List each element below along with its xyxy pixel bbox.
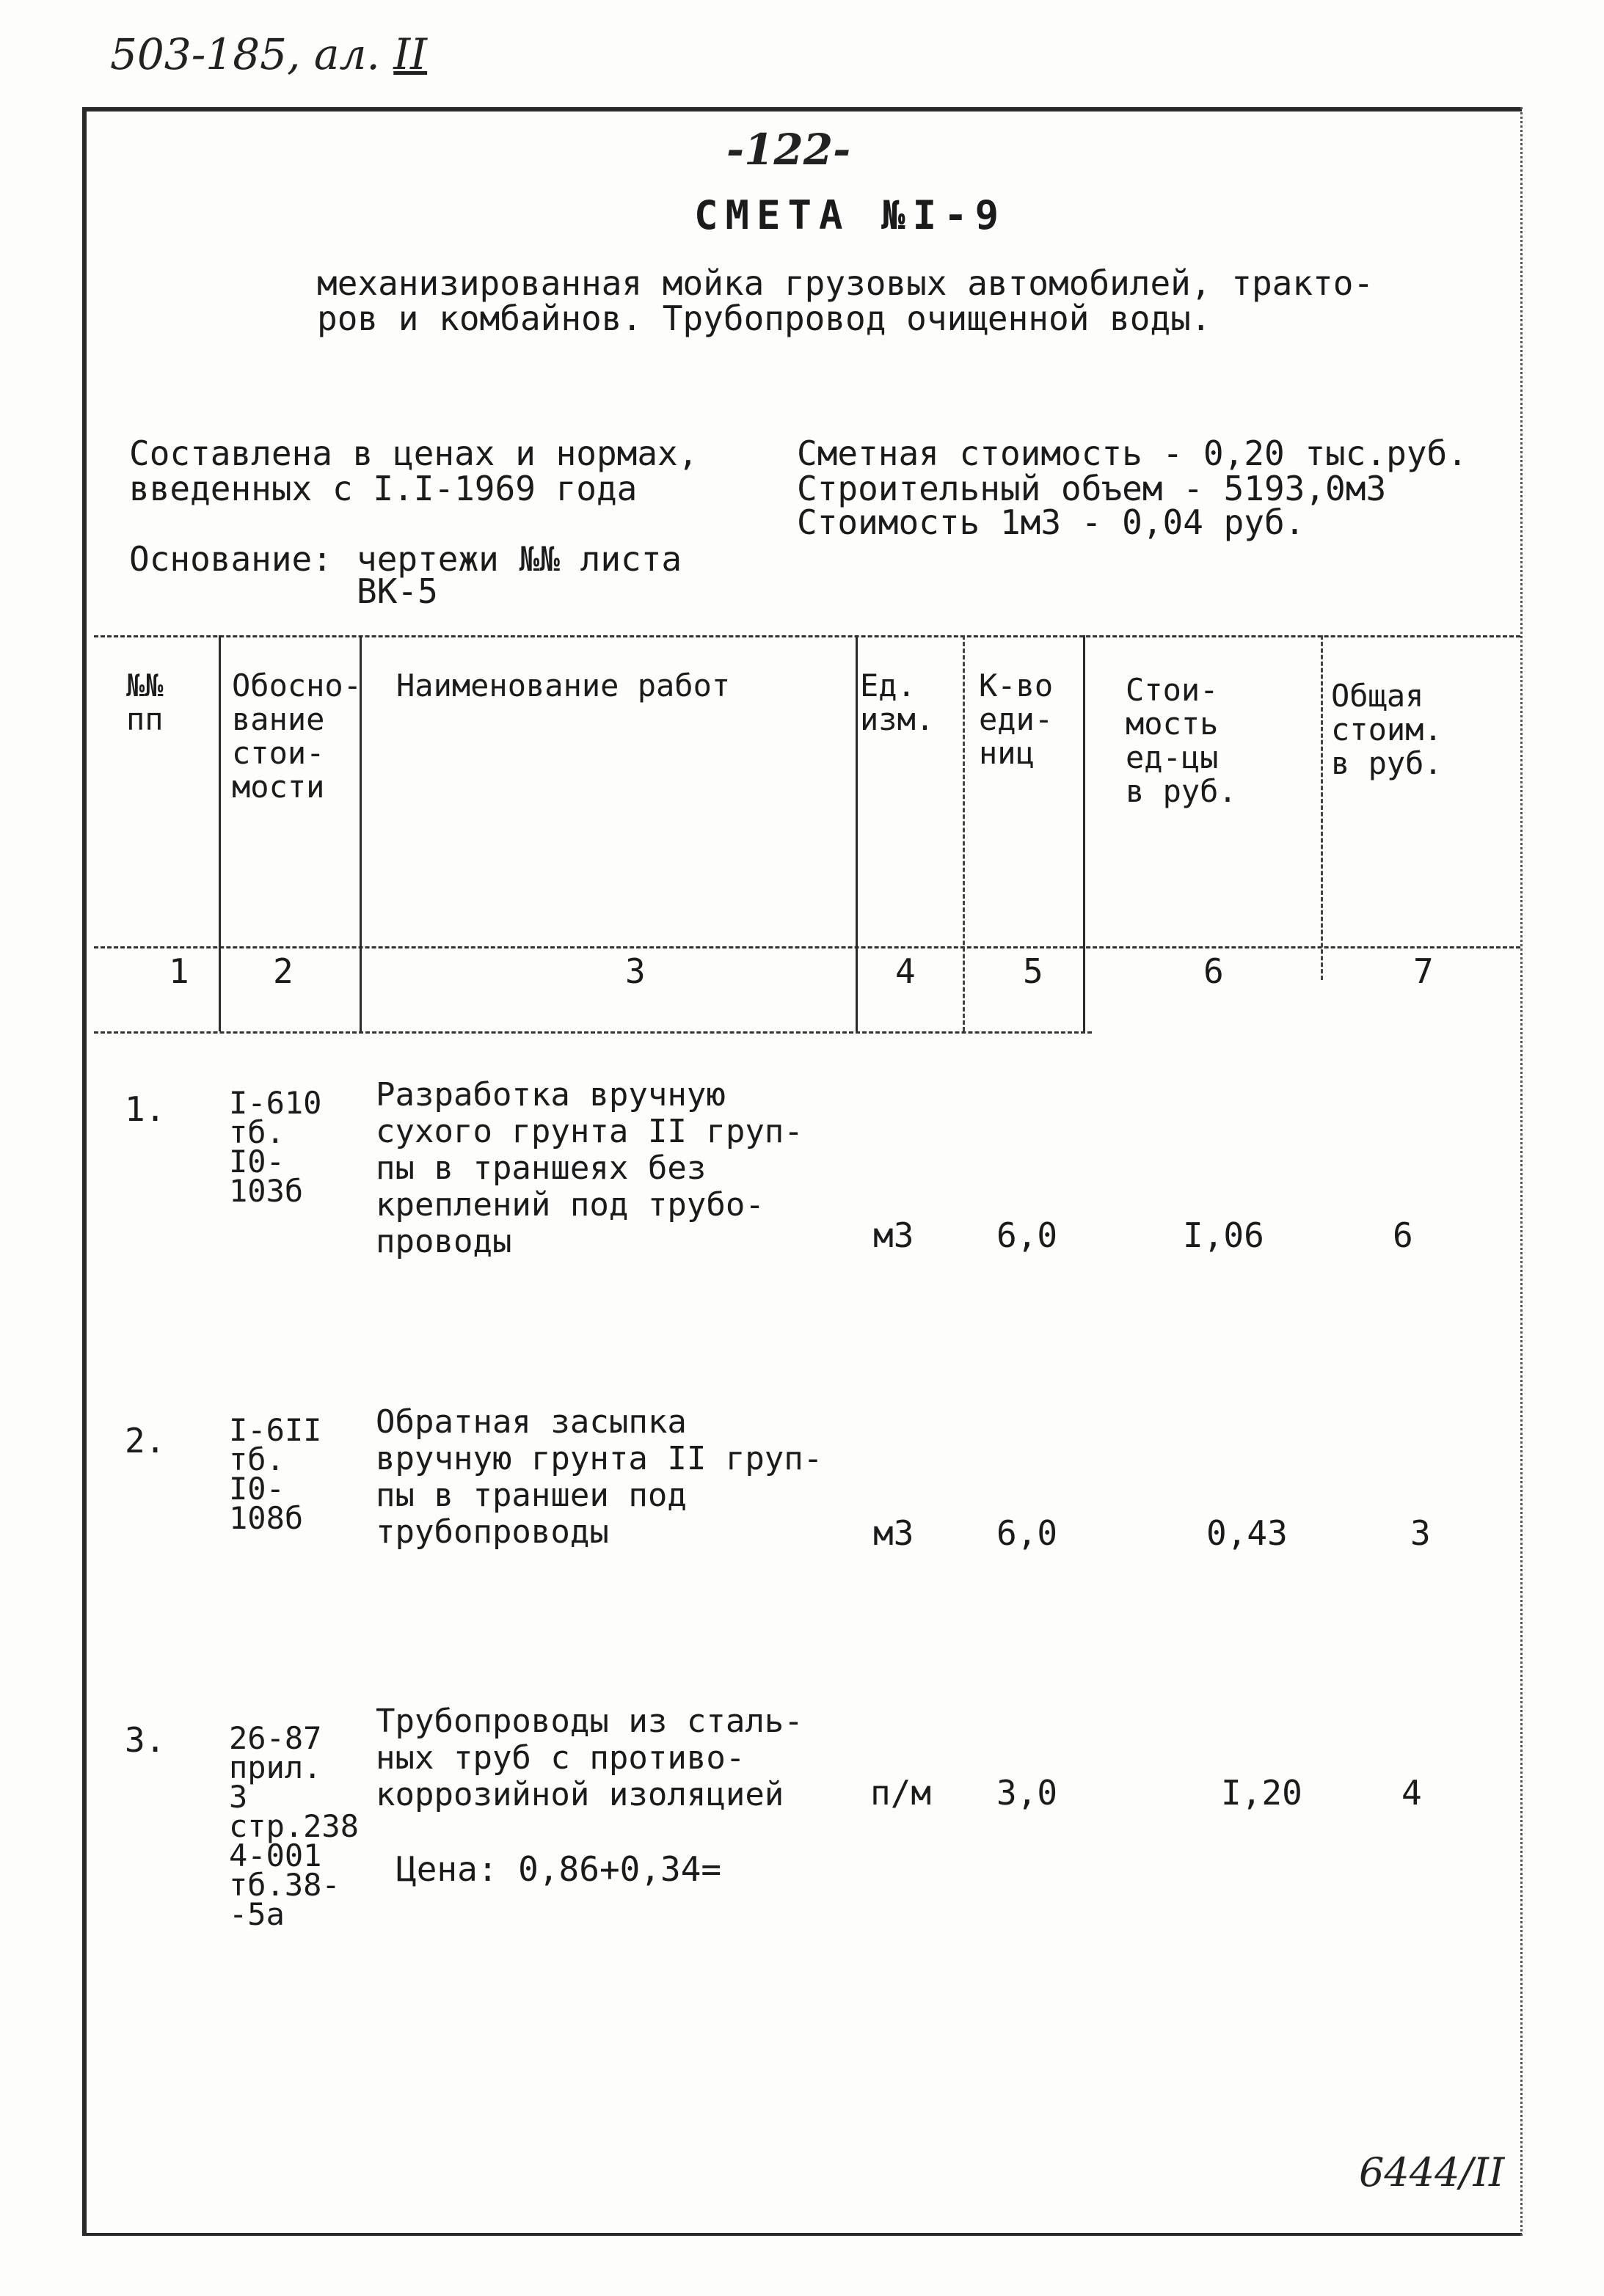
table-colnum-bottom-rule: [94, 1031, 1092, 1034]
table-row-total: 6: [1393, 1215, 1413, 1255]
estimate-subtitle-line2: ров и комбайнов. Трубопровод очищенной воды.: [317, 299, 1211, 338]
series-note: [110, 29, 427, 79]
table-row-number: 2.: [125, 1421, 166, 1460]
cost-per-m3-line: Стоимость 1м3 - 0,04 руб.: [797, 502, 1305, 542]
basis-value-line2: ВК-5: [357, 571, 438, 611]
table-row-basis: 26-87 прил. 3 стр.238 4-001 тб.38- -5а: [229, 1720, 360, 1932]
archive-stamp: [1359, 2149, 1504, 2196]
basis-label: Основание:: [129, 539, 332, 579]
header-unit: Ед. изм.: [860, 668, 935, 737]
estimate-subtitle-line1: механизированная мойка грузовых автомобилей, тракто-: [317, 263, 1374, 303]
table-row-number: 3.: [125, 1720, 166, 1760]
series-note-roman: II: [393, 29, 428, 79]
table-row-unit: м3: [873, 1513, 914, 1553]
table-col-divider: [1321, 635, 1323, 980]
header-total-cost: Общая стоим. в руб.: [1331, 678, 1443, 781]
table-row-total: 4: [1401, 1773, 1422, 1813]
basis-value-line1: чертежи №№ листа: [357, 539, 682, 579]
table-row-work-name: Трубопроводы из сталь- ных труб с противо- коррозийной изоляцией: [376, 1703, 803, 1813]
table-col-divider: [856, 635, 858, 1031]
header-quantity: К-во еди- ниц: [979, 668, 1054, 771]
table-col-divider: [963, 635, 965, 1031]
table-row-unit-cost: 0,43: [1206, 1513, 1288, 1553]
col-number-6: 6: [1203, 951, 1224, 991]
header-basis: Обосно- вание стои- мости: [232, 668, 362, 805]
col-number-3: 3: [625, 951, 646, 991]
col-number-4: 4: [895, 951, 916, 991]
page-number: -122-: [726, 125, 851, 175]
table-row-quantity: 3,0: [996, 1773, 1058, 1813]
col-number-5: 5: [1023, 951, 1043, 991]
frame-left-border: [82, 107, 87, 2236]
building-volume-line: Строительный объем - 5193,0м3: [797, 469, 1387, 508]
header-work-name: Наименование работ: [396, 668, 731, 703]
table-row-work-name: Разработка вручную сухого грунта II груп- пы в траншеях без креплений под трубо- проводы: [376, 1076, 803, 1260]
estimate-title: СМЕТА №I-9: [694, 192, 1007, 238]
table-row-number: 1.: [125, 1089, 166, 1129]
table-row-unit: п/м: [870, 1773, 932, 1813]
archive-stamp-number: 6444/: [1359, 2149, 1473, 2196]
table-row-quantity: 6,0: [996, 1513, 1058, 1553]
table-row-basis: I-610 тб. I0- 103б: [229, 1085, 322, 1209]
archive-stamp-roman: II: [1473, 2149, 1505, 2196]
header-row-number: №№ пп: [126, 668, 164, 737]
col-number-7: 7: [1413, 951, 1434, 991]
table-top-rule: [94, 635, 1520, 637]
frame-bottom-border: [82, 2233, 1522, 2236]
frame-right-border: [1520, 107, 1523, 2236]
table-row-work-name: Обратная засыпка вручную грунта II груп- пы в траншеи под трубопроводы: [376, 1403, 823, 1551]
price-note: Цена: 0,86+0,34=: [396, 1849, 722, 1889]
estimated-cost-line: Сметная стоимость - 0,20 тыс.руб.: [797, 434, 1468, 473]
compiled-line2: введенных с I.I-1969 года: [129, 469, 638, 508]
table-row-unit: м3: [873, 1215, 914, 1255]
header-unit-cost: Стои- мость ед-цы в руб.: [1126, 672, 1237, 809]
table-row-total: 3: [1410, 1513, 1431, 1553]
table-row-unit-cost: I,06: [1183, 1215, 1264, 1255]
frame-top-border: [82, 107, 1522, 111]
table-row-quantity: 6,0: [996, 1215, 1058, 1255]
table-colnum-top-rule: [94, 946, 1520, 948]
table-row-unit-cost: I,20: [1221, 1773, 1302, 1813]
table-row-basis: I-6II тб. I0- 108б: [229, 1412, 322, 1536]
series-note-text: 503-185, ал.: [110, 29, 380, 79]
compiled-line1: Составлена в ценах и нормах,: [129, 434, 699, 473]
table-col-divider: [219, 635, 221, 1031]
table-col-divider: [1083, 635, 1085, 1031]
col-number-2: 2: [273, 951, 294, 991]
col-number-1: 1: [169, 951, 189, 991]
